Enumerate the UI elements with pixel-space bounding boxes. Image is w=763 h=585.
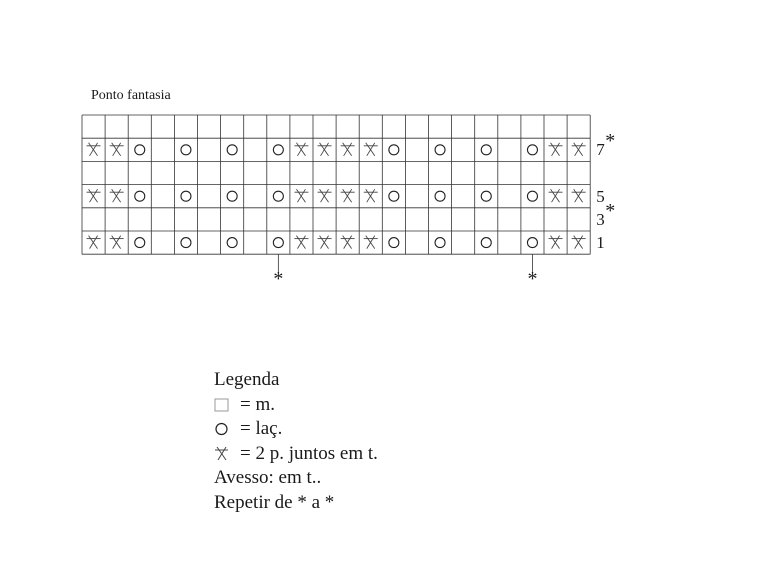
yarn-over-icon [181,238,191,248]
legend [214,368,378,515]
yarn-over-icon [389,238,399,248]
repeat-marker-star: * [273,268,284,291]
yarn-over-icon [181,191,191,201]
yarn-over-icon [527,191,537,201]
yarn-over-icon [273,191,283,201]
yarn-over-icon [389,145,399,155]
knit-icon [214,396,232,414]
row-label: 3 [596,209,605,229]
legend-note-wrong-side: Avesso: em t.. [214,467,322,488]
yarn-over-icon [389,191,399,201]
yarn-over-icon [214,420,232,438]
legend-title: Legenda [214,369,280,390]
row-repeat-star: * [605,130,616,153]
yarn-over-icon [273,145,283,155]
yarn-over-icon [135,238,145,248]
legend-item-yarn-over [214,417,378,442]
legend-item-knit [214,393,378,418]
yarn-over-icon [227,238,237,248]
yarn-over-icon [135,145,145,155]
yarn-over-icon [435,238,445,248]
row-repeat-star: * [605,199,616,222]
yarn-over-icon [181,145,191,155]
yarn-over-icon [527,145,537,155]
yarn-over-icon [227,145,237,155]
chart-title: Ponto fantasia [91,88,171,103]
row-label: 7 [596,140,605,160]
legend-item-two-together [214,442,378,467]
row-label: 1 [596,233,605,252]
yarn-over-icon [481,191,491,201]
repeat-marker-star: * [527,268,538,291]
yarn-over-icon [273,238,283,248]
yarn-over-icon [435,145,445,155]
yarn-over-icon [435,191,445,201]
legend-text-yarn-over: = laç. [240,418,283,439]
row-label: 5 [596,186,605,206]
yarn-over-icon [135,191,145,201]
legend-note-repeat: Repetir de * a * [214,491,335,513]
yarn-over-icon [481,145,491,155]
yarn-over-icon [481,238,491,248]
yarn-over-icon [527,238,537,248]
legend-text-two-together: = 2 p. juntos em t. [240,442,378,464]
two-together-icon [214,445,232,463]
yarn-over-icon [227,191,237,201]
legend-text-knit: = m. [240,393,275,415]
